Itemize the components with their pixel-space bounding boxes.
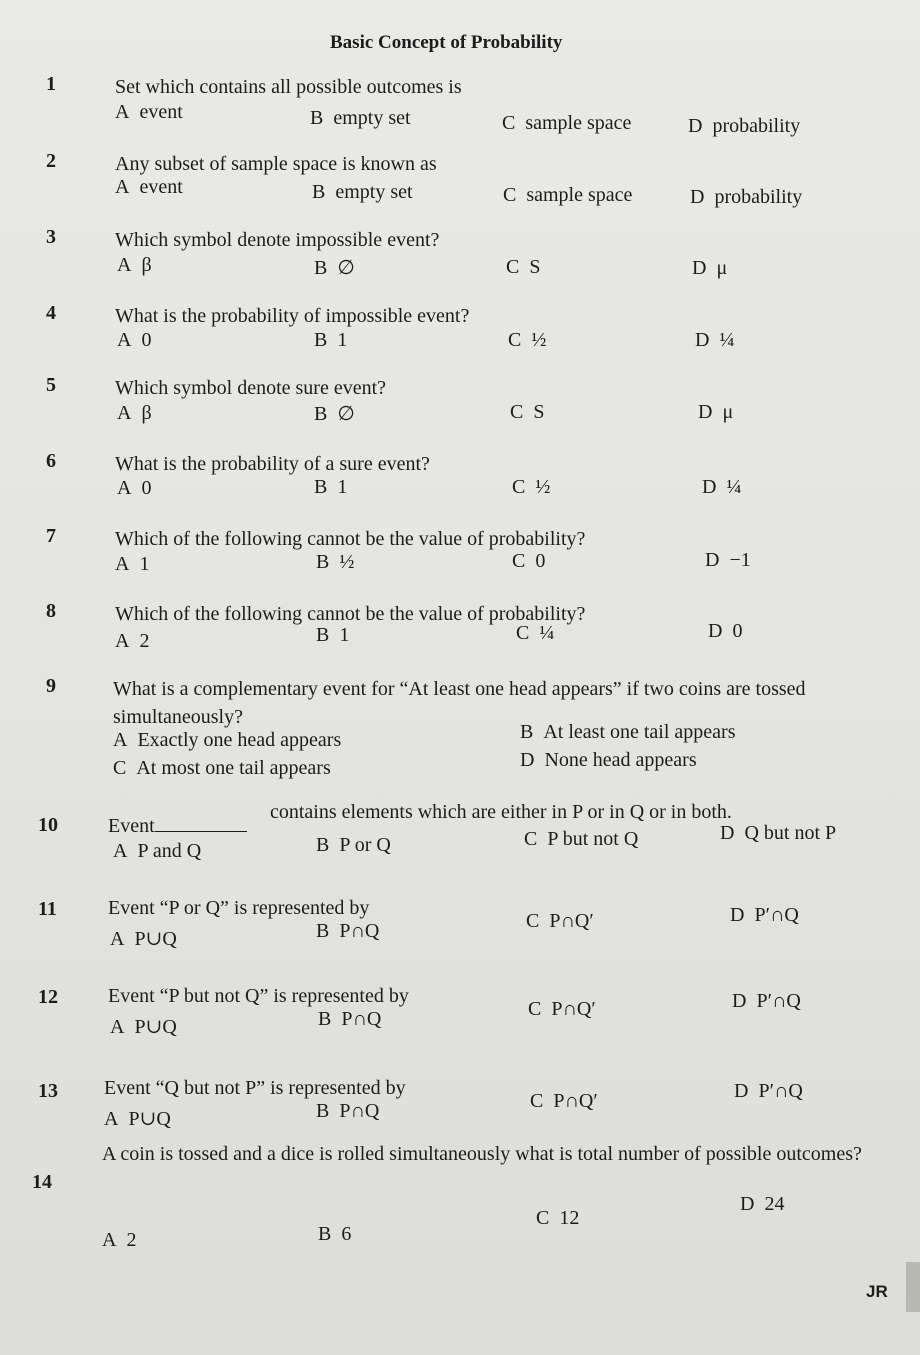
option-b: B 6 <box>318 1223 352 1245</box>
question-number: 2 <box>46 150 56 172</box>
option-c: C sample space <box>503 184 633 206</box>
option-a: A 2 <box>102 1229 137 1251</box>
option-a: A β <box>117 254 152 276</box>
question-stem: What is a complementary event for “At least one head appears” if two coins are tossed simultaneously? <box>113 678 806 728</box>
option-d: D 24 <box>740 1193 785 1215</box>
option-d: D P′∩Q <box>732 990 801 1012</box>
question-stem: Event “P or Q” is represented by <box>108 897 370 919</box>
question-number: 5 <box>46 374 56 396</box>
option-c: C P but not Q <box>524 828 639 850</box>
question-stem: Set which contains all possible outcomes is <box>115 76 462 98</box>
option-a: A 1 <box>115 553 150 575</box>
option-b: B P∩Q <box>316 1100 380 1122</box>
option-d: D μ <box>692 257 728 279</box>
option-a: A event <box>115 176 183 198</box>
question-stem: What is the probability of impossible event? <box>115 305 470 327</box>
option-d: D ¼ <box>702 476 742 498</box>
question-stem: Event “Q but not P” is represented by <box>104 1077 406 1099</box>
option-b: B empty set <box>310 107 411 129</box>
option-d: D P′∩Q <box>730 904 799 926</box>
question-number: 7 <box>46 525 56 547</box>
option-c: C S <box>510 401 545 423</box>
option-d: D None head appears <box>520 749 697 771</box>
option-d: D probability <box>688 115 801 137</box>
option-a: A 0 <box>117 329 152 351</box>
question-stem-after: contains elements which are either in P or in Q or in both. <box>270 801 732 823</box>
question-stem: A coin is tossed and a dice is rolled simultaneously what is total number of possible outcomes? <box>102 1143 862 1165</box>
option-d: D Q but not P <box>720 822 837 844</box>
question-stem: Which of the following cannot be the value of probability? <box>115 603 586 625</box>
question-number: 10 <box>38 814 58 836</box>
option-c: C S <box>506 256 541 278</box>
option-a: A P∪Q <box>110 928 177 950</box>
option-a: A β <box>117 402 152 424</box>
option-d: D −1 <box>705 549 751 571</box>
option-c: C ¼ <box>516 622 555 644</box>
page-edge-shadow <box>906 1262 920 1312</box>
option-c: C 0 <box>512 550 546 572</box>
question-number: 6 <box>46 450 56 472</box>
option-b: B 1 <box>314 476 348 498</box>
question-number: 1 <box>46 73 56 95</box>
option-b: B ∅ <box>314 257 355 279</box>
option-d: D ¼ <box>695 329 735 351</box>
option-b: B empty set <box>312 181 413 203</box>
option-c: C At most one tail appears <box>113 757 331 779</box>
question-stem: Any subset of sample space is known as <box>115 153 437 175</box>
question-stem: What is the probability of a sure event? <box>115 453 430 475</box>
option-d: D 0 <box>708 620 743 642</box>
option-b: B 1 <box>316 624 350 646</box>
question-stem: Event “P but not Q” is represented by <box>108 985 409 1007</box>
option-a: A 2 <box>115 630 150 652</box>
option-a: A Exactly one head appears <box>113 729 342 751</box>
option-b: B 1 <box>314 329 348 351</box>
option-c: C 12 <box>536 1207 580 1229</box>
answer-blank <box>155 813 247 832</box>
option-b: B P or Q <box>316 834 391 856</box>
option-b: B At least one tail appears <box>520 721 736 743</box>
question-stem: Which symbol denote sure event? <box>115 377 387 399</box>
option-a: A P and Q <box>113 840 202 862</box>
question-stem: Which symbol denote impossible event? <box>115 229 440 251</box>
option-c: C P∩Q′ <box>530 1090 598 1112</box>
question-number: 13 <box>38 1080 58 1102</box>
option-a: A event <box>115 101 183 123</box>
option-b: B P∩Q <box>318 1008 382 1030</box>
question-number: 9 <box>46 675 56 697</box>
question-number: 3 <box>46 226 56 248</box>
question-number: 4 <box>46 302 56 324</box>
option-c: C sample space <box>502 112 632 134</box>
option-b: B ½ <box>316 551 355 573</box>
option-c: C ½ <box>508 329 547 351</box>
option-b: B ∅ <box>314 403 355 425</box>
option-d: D probability <box>690 186 803 208</box>
option-c: C P∩Q′ <box>528 998 596 1020</box>
option-a: A P∪Q <box>104 1108 171 1130</box>
option-c: C P∩Q′ <box>526 910 594 932</box>
option-d: D μ <box>698 401 734 423</box>
question-stem-before: Event <box>108 812 268 840</box>
option-a: A P∪Q <box>110 1016 177 1038</box>
footer-initials: JR <box>866 1282 888 1301</box>
question-number: 14 <box>32 1171 52 1193</box>
option-b: B P∩Q <box>316 920 380 942</box>
question-number: 8 <box>46 600 56 622</box>
option-a: A 0 <box>117 477 152 499</box>
option-c: C ½ <box>512 476 551 498</box>
question-number: 12 <box>38 986 58 1008</box>
option-d: D P′∩Q <box>734 1080 803 1102</box>
question-stem: Which of the following cannot be the value of probability? <box>115 528 586 550</box>
page-title: Basic Concept of Probability <box>330 32 563 53</box>
question-number: 11 <box>38 898 57 920</box>
